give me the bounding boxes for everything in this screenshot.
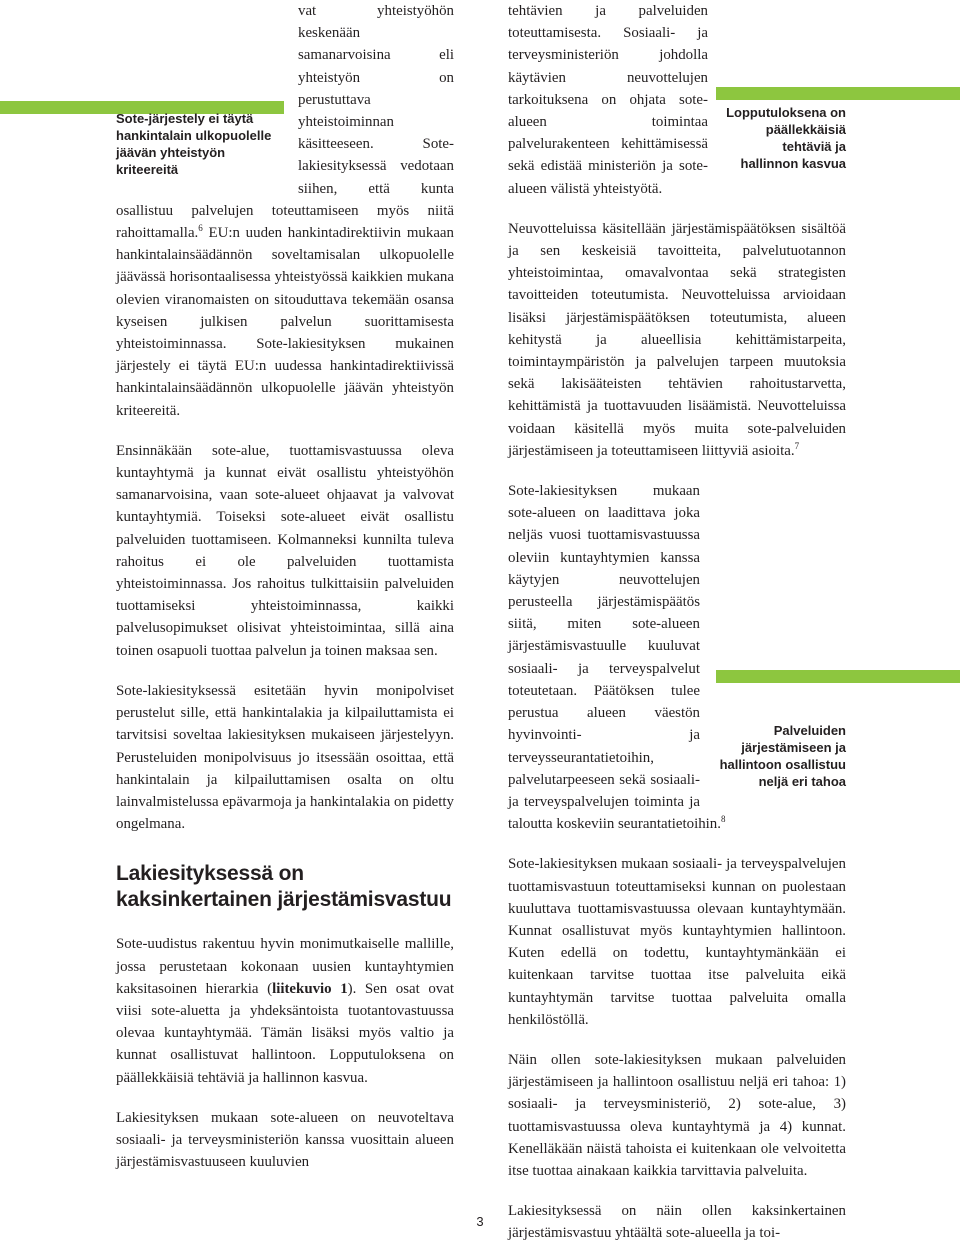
footnote-ref-6: 6 [198,223,203,234]
right-paragraph-1-text: tehtävien ja palveluiden toteuttamisesta. Sosiaali- ja terveysministeriön johdolla käytävien neuvottelujen tarkoituksena on ohjata sote-alueen toimintaa palvelurakenteen kehittämisessä sekä edistää ministeriön ja sote-alueen välistä yhteistyötä. [508,3,708,197]
left-paragraph-5: Lakiesityksen mukaan sote-alueen on neuvoteltava sosiaali- ja terveysministeriön kanssa vuosittain alueen järjestämisvastuuseen kuuluvien [116,1109,454,1171]
left-paragraph-3: Sote-lakiesityksessä esitetään hyvin monipolviset perustelut sille, että hankintalakia ja kilpailuttamista ei tarvitsisi soveltaa lakiesityksen mukaiseen järjestelyyn. Perusteluiden monipolvisuus jo itsessään osoittaa, että hankintalain ja kilpailuttamisen osalta on oltu lainvalmistelussa epävarmoja ja hankintalakia on pidetty ongelmana. [116,682,454,833]
pull-quote-right-1: Lopputuloksena on päällekkäisiä tehtäviä ja hallinnon kasvua [726,105,846,171]
left-column [116,0,454,1173]
right-paragraph-4: Sote-lakiesityksen mukaan sosiaali- ja terveyspalvelujen tuottamisvastuun toteuttamiseksi kunnan on puolestaan kuuluttava tuottamisvastuussa olevaan kuntayhtymään. Kunnat osallistuvat myös kuntayhtymien hallintoon. Kuten edellä on todettu, kuntayhtymänkään ei kuitenkaan tarvitse tuottaa itse palveluita eikä kuntayhtymän tarvitse tuottaa palveluita omalla henkilöstöllä. [508,856,846,1028]
footnote-ref-8: 8 [720,814,726,825]
section-heading: Lakiesityksessä on kaksinkertainen järjestämisvastuu [116,862,452,912]
left-paragraph-1-text-a: vat yhteistyöhön keskenään samanarvoisina eli yhteistyön on perustuttava yhteistoiminnan käsitteeseen. Sote-lakiesityksessä vedotaan siihen, että kunta osallistuu palvelujen toteuttamiseen myös niitä rahoittamalla. [116,3,454,242]
pull-quote-left: Sote-järjestely ei täytä hankintalain ulkopuolelle jäävän yhteistyön kriteereitä [116,111,272,177]
right-paragraph-1 [508,0,846,200]
footnote-ref-7: 7 [794,440,800,451]
left-paragraph-4-text-a: Sote-uudistus rakentuu hyvin monimutkaiselle mallille, jossa perustetaan kokonaan uusien kuntayhtymien kaksitasoinen hierarkia ( [116,936,454,997]
right-paragraph-2-text: Neuvotteluissa käsitellään järjestämispäätöksen sisältöä ja sen keskeisiä tavoitteita, palvelutuotannon yhteistoimintaa, omavalvontaa sekä strategisten tavoitteiden toteutumista. Neuvotteluissa arvioidaan lisäksi järjestämispäätöksen toteutumista, alueen kehitystä ja alueellisia kehittämistarpeita, toimintaympäristön ja palvelujen tarpeen muutoksia sekä lakisääteisten tehtävien rahoitustarvetta, kehittämistä ja tuottavuuden lisäämistä. Neuvotteluissa voidaan käsitellä myös muita sote-palveluiden järjestämiseen ja toteuttamiseen liittyviä asioita. [508,220,846,459]
left-paragraph-1-text-b: EU:n uuden hankintadirektiivin mukaan hankintalainsäädännön soveltamisalan ulkopuolelle jäävässä horisontaalisessa yhteistyössä kaikkien mukana olevien viranomaisten on sitouduttava tekemään osansa kyseisen julkisen palvelun suorittamisesta yhteistoiminnassa. Sote-lakiesityksen mukainen järjestely ei täytä EU:n uudessa hankintadirektiivissä hankintalainsäädännön ulkopuolelle jäävän yhteistyön kriteereitä. [116,225,454,419]
right-paragraph-6: Lakiesityksessä on näin ollen kaksinkertainen järjestämisvastuu yhtäältä sote-alueella ja toi- [508,1203,846,1242]
right-column [508,0,846,1245]
right-paragraph-3 [508,480,846,835]
left-paragraph-1 [116,0,454,422]
page-number: 3 [476,1214,484,1229]
right-paragraph-5: Näin ollen sote-lakiesityksen mukaan palveluiden järjestämiseen ja hallintoon osallistuu neljä eri tahoa: 1) sosiaali- ja terveysministeriö, 2) sote-alue, 3) tuottamisvastuussa oleva kuntayhtymä ja 4) kunnat. Kenelläkään näistä tahoista ei kuitenkaan ole velvoitetta itse tuottaa ainakaan kaikkia tarvittavia palveluita. [508,1051,846,1179]
right-paragraph-2 [508,218,846,462]
left-paragraph-2: Ensinnäkään sote-alue, tuottamisvastuussa oleva kuntayhtymä ja kunnat eivät osallistu yhteistyöhön samanarvoisina, vaan sote-alueet ohjaavat ja valvovat kuntayhtymiä. Toiseksi sote-alueet eivät osallistu palveluiden tuottamiseen. Kolmanneksi kunnilta tuleva rahoitus ei ole palveluiden tuottamista yhteistoiminnassa. Jos rahoitus tulkittaisiin palveluiden tuottamiseksi yhteistoiminnassa, kaikki palvelusopimukset olisivat yhteistoimintaa, sillä aina toinen osapuoli tuottaa palvelun ja toinen maksaa sen. [116,442,454,659]
pull-quote-right-2: Palveluiden järjestämiseen ja hallintoon osallistuu neljä eri tahoa [719,723,846,790]
left-paragraph-4 [116,933,454,1088]
right-paragraph-3-text: Sote-lakiesityksen mukaan sote-alueen on laadittava joka neljäs vuosi tuottamisvastuussa oleviin kuntayhtymien kanssa käytyjen neuvottelujen perusteella järjestämispäätös siitä, miten sote-alueen järjestämisvastuulle kuuluvat sosiaali- ja terveyspalvelut toteutetaan. Päätöksen tulee perustua alueen väestön hyvinvointi- ja terveysseurantatietoihin, palvelutarpeeseen sekä sosiaali- ja terveyspalvelujen toiminta ja taloutta koskeviin seurantatietoihin. [508,483,721,833]
left-paragraph-4-text-b: ). Sen osat ovat viisi sote-aluetta ja yhdeksäntoista tuotantovastuussa olevaa kuntayhtymää. Tämän lisäksi myös valtio ja kunnat osallistuvat hallintoon. Lopputuloksena on päällekkäisiä tehtäviä ja hallinnon kasvua. [116,980,454,1086]
figure-reference: liitekuvio 1 [272,980,348,997]
